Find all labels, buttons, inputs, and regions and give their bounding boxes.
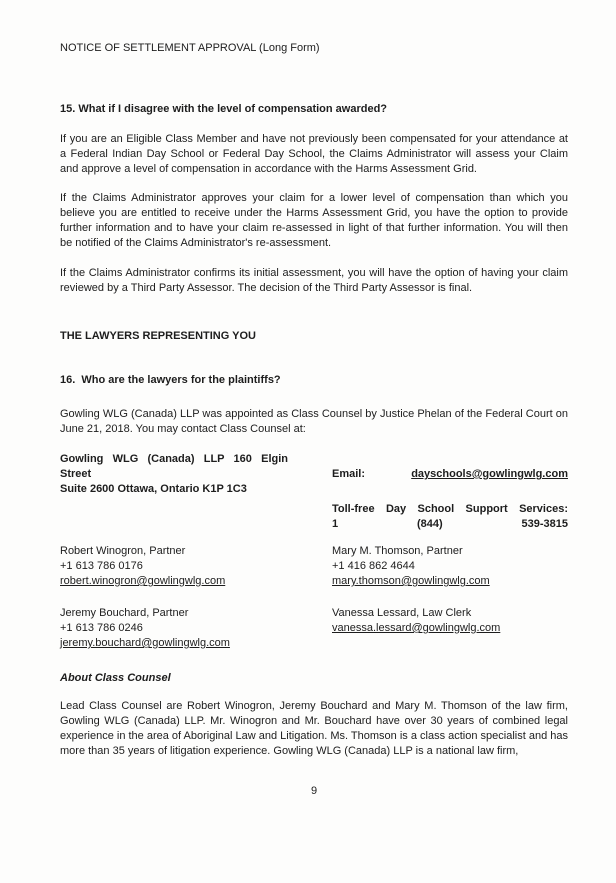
contact-email-link[interactable]: jeremy.bouchard@gowlingwlg.com xyxy=(60,637,230,649)
firm-contact-details xyxy=(332,452,568,532)
firm-tollfree-block xyxy=(332,502,568,532)
about-class-counsel-heading: About Class Counsel xyxy=(60,672,171,684)
contact-email-link[interactable]: mary.thomson@gowlingwlg.com xyxy=(332,575,490,587)
question-15-paragraph-2: If the Claims Administrator approves your claim for a lower level of compensation than which you believe you are entitled to receive under the Harms Assessment Grid, you have the option to provide further information and to have your claim re-assessed in light of that further information. You will then be notified of the Claims Administrator's re-assessment. xyxy=(60,192,568,249)
question-16-heading: 16. Who are the lawyers for the plaintiffs? xyxy=(60,374,281,386)
page-number: 9 xyxy=(310,785,318,797)
contact-card-vanessa-lessard xyxy=(332,606,568,651)
firm-tollfree-number: 1 (844) 539-3815 xyxy=(332,518,568,530)
contact-phone: +1 613 786 0176 xyxy=(60,560,143,572)
contact-card-mary-thomson xyxy=(332,544,568,589)
document-title: NOTICE OF SETTLEMENT APPROVAL (Long Form) xyxy=(60,42,320,54)
firm-address-line-2: Street xyxy=(60,468,92,480)
contact-phone: +1 416 862 4644 xyxy=(332,560,415,572)
contact-email-link[interactable]: robert.winogron@gowlingwlg.com xyxy=(60,575,226,587)
contact-name: Mary M. Thomson, Partner xyxy=(332,545,463,557)
firm-address xyxy=(60,452,288,497)
contact-name: Jeremy Bouchard, Partner xyxy=(60,607,189,619)
contact-card-jeremy-bouchard xyxy=(60,606,332,651)
question-15-paragraph-1: If you are an Eligible Class Member and have not previously been compensated for your attendance at a Federal Indian Day School or Federal Day School, the Claims Administrator will assess your Claim and approve a level of compensation in accordance with the Harms Assessment Grid. xyxy=(60,133,568,175)
contact-email-link[interactable]: vanessa.lessard@gowlingwlg.com xyxy=(332,622,501,634)
firm-tollfree-label: Toll-free Day School Support Services: xyxy=(332,503,568,515)
firm-address-line-3: Suite 2600 Ottawa, Ontario K1P 1C3 xyxy=(60,483,247,495)
contact-name: Robert Winogron, Partner xyxy=(60,545,186,557)
firm-address-line-1: Gowling WLG (Canada) LLP 160 Elgin xyxy=(60,453,288,465)
section-heading-lawyers: THE LAWYERS REPRESENTING YOU xyxy=(60,330,256,342)
contact-name: Vanessa Lessard, Law Clerk xyxy=(332,607,472,619)
question-15-heading: 15. What if I disagree with the level of compensation awarded? xyxy=(60,103,388,115)
question-15-paragraph-3: If the Claims Administrator confirms its initial assessment, you will have the option of having your claim reviewed by a Third Party Assessor. The decision of the Third Party Assessor is final. xyxy=(60,267,568,294)
question-16-intro: Gowling WLG (Canada) LLP was appointed as Class Counsel by Justice Phelan of the Federal Court on June 21, 2018. You may contact Class Counsel at: xyxy=(60,408,568,435)
firm-email-label: Email: xyxy=(332,468,366,480)
about-class-counsel-text: Lead Class Counsel are Robert Winogron, Jeremy Bouchard and Mary M. Thomson of the law firm, Gowling WLG (Canada) LLP. Mr. Winogron and Mr. Bouchard have over 30 years of combined legal experience in the area of Aboriginal Law and Litigation. Ms. Thomson is a class action specialist and has more than 35 years of litigation experience. Gowling WLG (Canada) LLP is a national law firm, xyxy=(60,700,568,757)
contact-card-robert-winogron xyxy=(60,544,332,589)
firm-email-row xyxy=(332,467,568,482)
page-content xyxy=(60,41,568,799)
lawyer-contacts-grid xyxy=(60,544,568,651)
firm-contact-block xyxy=(60,452,568,532)
contact-phone: +1 613 786 0246 xyxy=(60,622,143,634)
firm-email-link[interactable]: dayschools@gowlingwlg.com xyxy=(411,468,568,480)
